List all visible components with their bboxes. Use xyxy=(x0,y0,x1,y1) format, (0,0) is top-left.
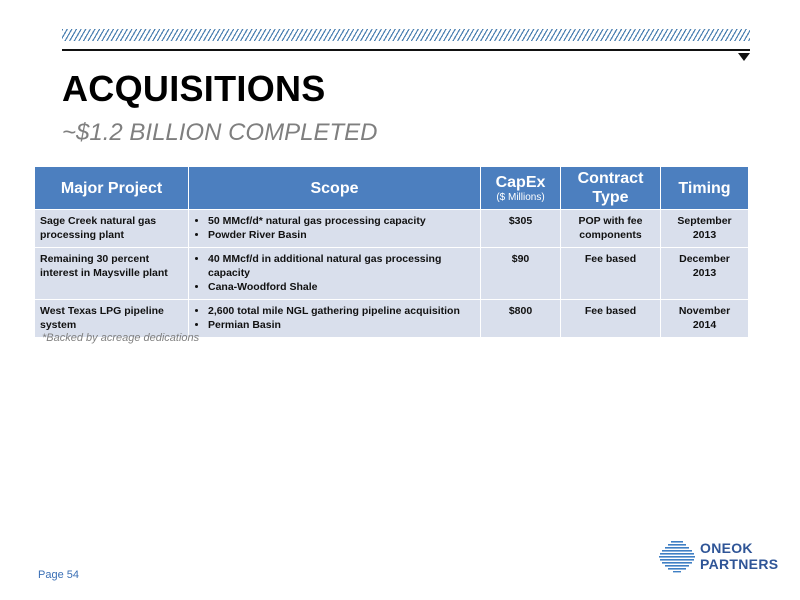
cell-timing: December 2013 xyxy=(661,248,749,300)
cell-project: Remaining 30 percent interest in Maysville plant xyxy=(35,248,189,300)
cell-scope xyxy=(189,210,481,248)
cell-contract-type: Fee based xyxy=(561,300,661,338)
table-header-row xyxy=(35,167,749,210)
cell-scope xyxy=(189,248,481,300)
cell-scope xyxy=(189,300,481,338)
header-capex xyxy=(481,167,561,210)
acquisitions-table xyxy=(34,166,749,338)
oneok-diamond-logo-icon xyxy=(658,537,696,575)
table-row xyxy=(35,210,749,248)
footnote: *Backed by acreage dedications xyxy=(42,332,200,344)
page-title: ACQUISITIONS xyxy=(62,68,326,109)
cell-capex: $800 xyxy=(481,300,561,338)
table-row xyxy=(35,248,749,300)
cell-capex: $90 xyxy=(481,248,561,300)
logo-line-2: PARTNERS xyxy=(700,556,779,572)
header-timing: Timing xyxy=(661,167,749,210)
triangle-marker-icon xyxy=(738,53,750,61)
scope-list xyxy=(194,214,475,242)
header-scope: Scope xyxy=(189,167,481,210)
cell-project: Sage Creek natural gas processing plant xyxy=(35,210,189,248)
header-capex-unit: ($ Millions) xyxy=(496,191,545,203)
scope-item: • 40 MMcf/d in additional natural gas processing capacity xyxy=(208,252,475,280)
scope-item: • Powder River Basin xyxy=(208,228,475,242)
cell-contract-type: POP with fee components xyxy=(561,210,661,248)
scope-list xyxy=(194,304,475,332)
scope-item: • Cana-Woodford Shale xyxy=(208,280,475,294)
scope-list xyxy=(194,252,475,294)
logo-line-1: ONEOK xyxy=(700,540,753,556)
scope-item: • Permian Basin xyxy=(208,318,475,332)
header-major-project: Major Project xyxy=(35,167,189,210)
header-divider xyxy=(62,49,750,51)
scope-item: • 50 MMcf/d* natural gas processing capacity xyxy=(208,214,475,228)
header-capex-label: CapEx xyxy=(495,173,546,191)
cell-contract-type: Fee based xyxy=(561,248,661,300)
cell-project: West Texas LPG pipeline system xyxy=(35,300,189,338)
decorative-hatch-band xyxy=(62,29,750,41)
company-logo xyxy=(658,537,779,575)
header-contract-type: Contract Type xyxy=(561,167,661,210)
logo-wordmark xyxy=(700,540,778,572)
cell-capex: $305 xyxy=(481,210,561,248)
scope-item: • 2,600 total mile NGL gathering pipeline acquisition xyxy=(208,304,475,318)
page-number: Page 54 xyxy=(38,569,79,581)
cell-timing: September 2013 xyxy=(661,210,749,248)
cell-timing: November 2014 xyxy=(661,300,749,338)
page-subtitle: ~$1.2 BILLION COMPLETED xyxy=(62,119,378,146)
